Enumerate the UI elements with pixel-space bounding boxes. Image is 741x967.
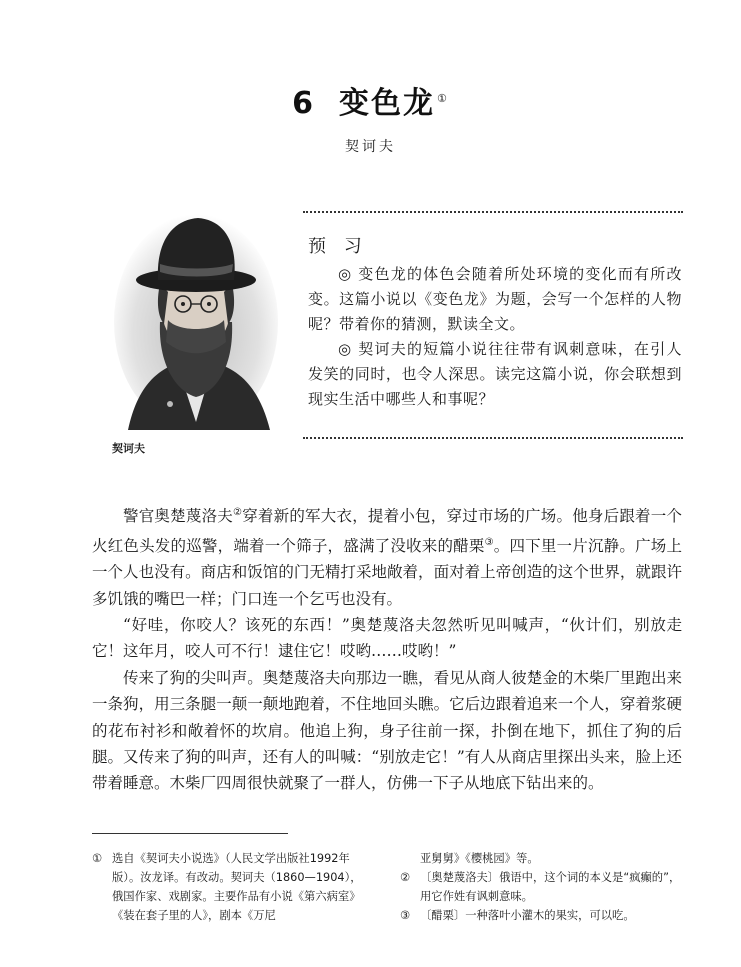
footnote-3 — [400, 906, 685, 925]
preview-paragraph-2: ◎ 契诃夫的短篇小说往往带有讽刺意味，在引人发笑的同时，也令人深思。读完这篇小说，你会联想到现实生活中哪些人和事呢？ — [308, 340, 682, 408]
footnote-3-mark: ③ — [400, 909, 411, 922]
body-text-span: 。四下里一片沉静。广场上一个人也没有。商店和饭馆的门无精打采地敞着，面对着上帝创造的这个世界，就跟许多饥饿的嘴巴一样；门口连一个乞丐也没有。 — [92, 536, 682, 608]
lesson-title — [0, 78, 741, 122]
body-paragraph-2: “好哇，你咬人？该死的东西！”奥楚蔑洛夫忽然听见叫喊声，“伙计们，别放走它！这年月，咬人可不行！逮住它！哎哟……哎哟！” — [92, 615, 682, 661]
footnote-1 — [92, 849, 362, 925]
portrait-caption: 契诃夫 — [112, 442, 145, 455]
body-paragraph-3: 传来了狗的尖叫声。奥楚蔑洛夫向那边一瞧，看见从商人彼楚金的木柴厂里跑出来一条狗，用三条腿一颠一颠地跑着，不住地回头瞧。它后边跟着追来一个人，穿着浆硬的花布衬衫和敞着怀的坎肩。他追上狗，身子往前一探，扑倒在地下，抓住了狗的后腿。又传来了狗的叫声，还有人的叫喊：“别放走它！”有人从商店里探出头来，脸上还带着睡意。木柴厂四周很快就聚了一群人，仿佛一下子从地底下钻出来的。 — [92, 668, 682, 793]
story-body — [92, 500, 682, 797]
footnote-mark-3[interactable]: ③ — [484, 536, 494, 548]
portrait-illustration — [108, 192, 278, 432]
body-paragraph-1 — [92, 500, 682, 612]
author-name: 契诃夫 — [345, 139, 396, 155]
footnote-2-text: 〔奥楚蔑洛夫〕俄语中，这个词的本义是“疯癫的”，用它作姓有讽刺意味。 — [420, 871, 681, 903]
lesson-number: 6 — [292, 86, 315, 121]
footnote-1-mark: ① — [92, 852, 103, 865]
preview-top-divider — [303, 211, 683, 213]
title-footnote-mark[interactable]: ① — [437, 92, 449, 105]
preview-text — [308, 262, 682, 412]
body-text-span: 穿着新的军大衣，提着小包，穿过市场的广场。他身后跟着一个火红色头发的巡警，端着一个筛子，盛满了没收来的醋栗 — [92, 507, 682, 555]
footnote-2-mark: ② — [400, 871, 411, 884]
body-text-span: 警官奥楚蔑洛夫 — [123, 507, 234, 526]
lesson-title-text: 变色龙 — [339, 86, 435, 121]
footnote-3-text: 〔醋栗〕一种落叶小灌木的果实，可以吃。 — [420, 909, 635, 922]
preview-bottom-divider — [303, 437, 683, 439]
footnotes-right-column — [400, 849, 685, 925]
footnote-divider — [92, 833, 288, 834]
footnote-1-text: 选自《契诃夫小说选》（人民文学出版社1992年版）。汝龙译。有改动。契诃夫（1860—1904），俄国作家、戏剧家。主要作品有小说《第六病室》《装在套子里的人》，剧本《万尼 — [112, 852, 362, 922]
footnote-mark-2[interactable]: ② — [233, 507, 243, 518]
footnote-2 — [400, 868, 685, 906]
preview-heading: 预 习 — [308, 236, 368, 257]
footnotes-left-column — [92, 849, 362, 925]
footnote-1-continued: 亚舅舅》《樱桃园》等。 — [420, 852, 539, 865]
preview-paragraph-1: ◎ 变色龙的体色会随着所处环境的变化而有所改变。这篇小说以《变色龙》为题，会写一个怎样的人物呢？带着你的猜测，默读全文。 — [308, 265, 682, 333]
